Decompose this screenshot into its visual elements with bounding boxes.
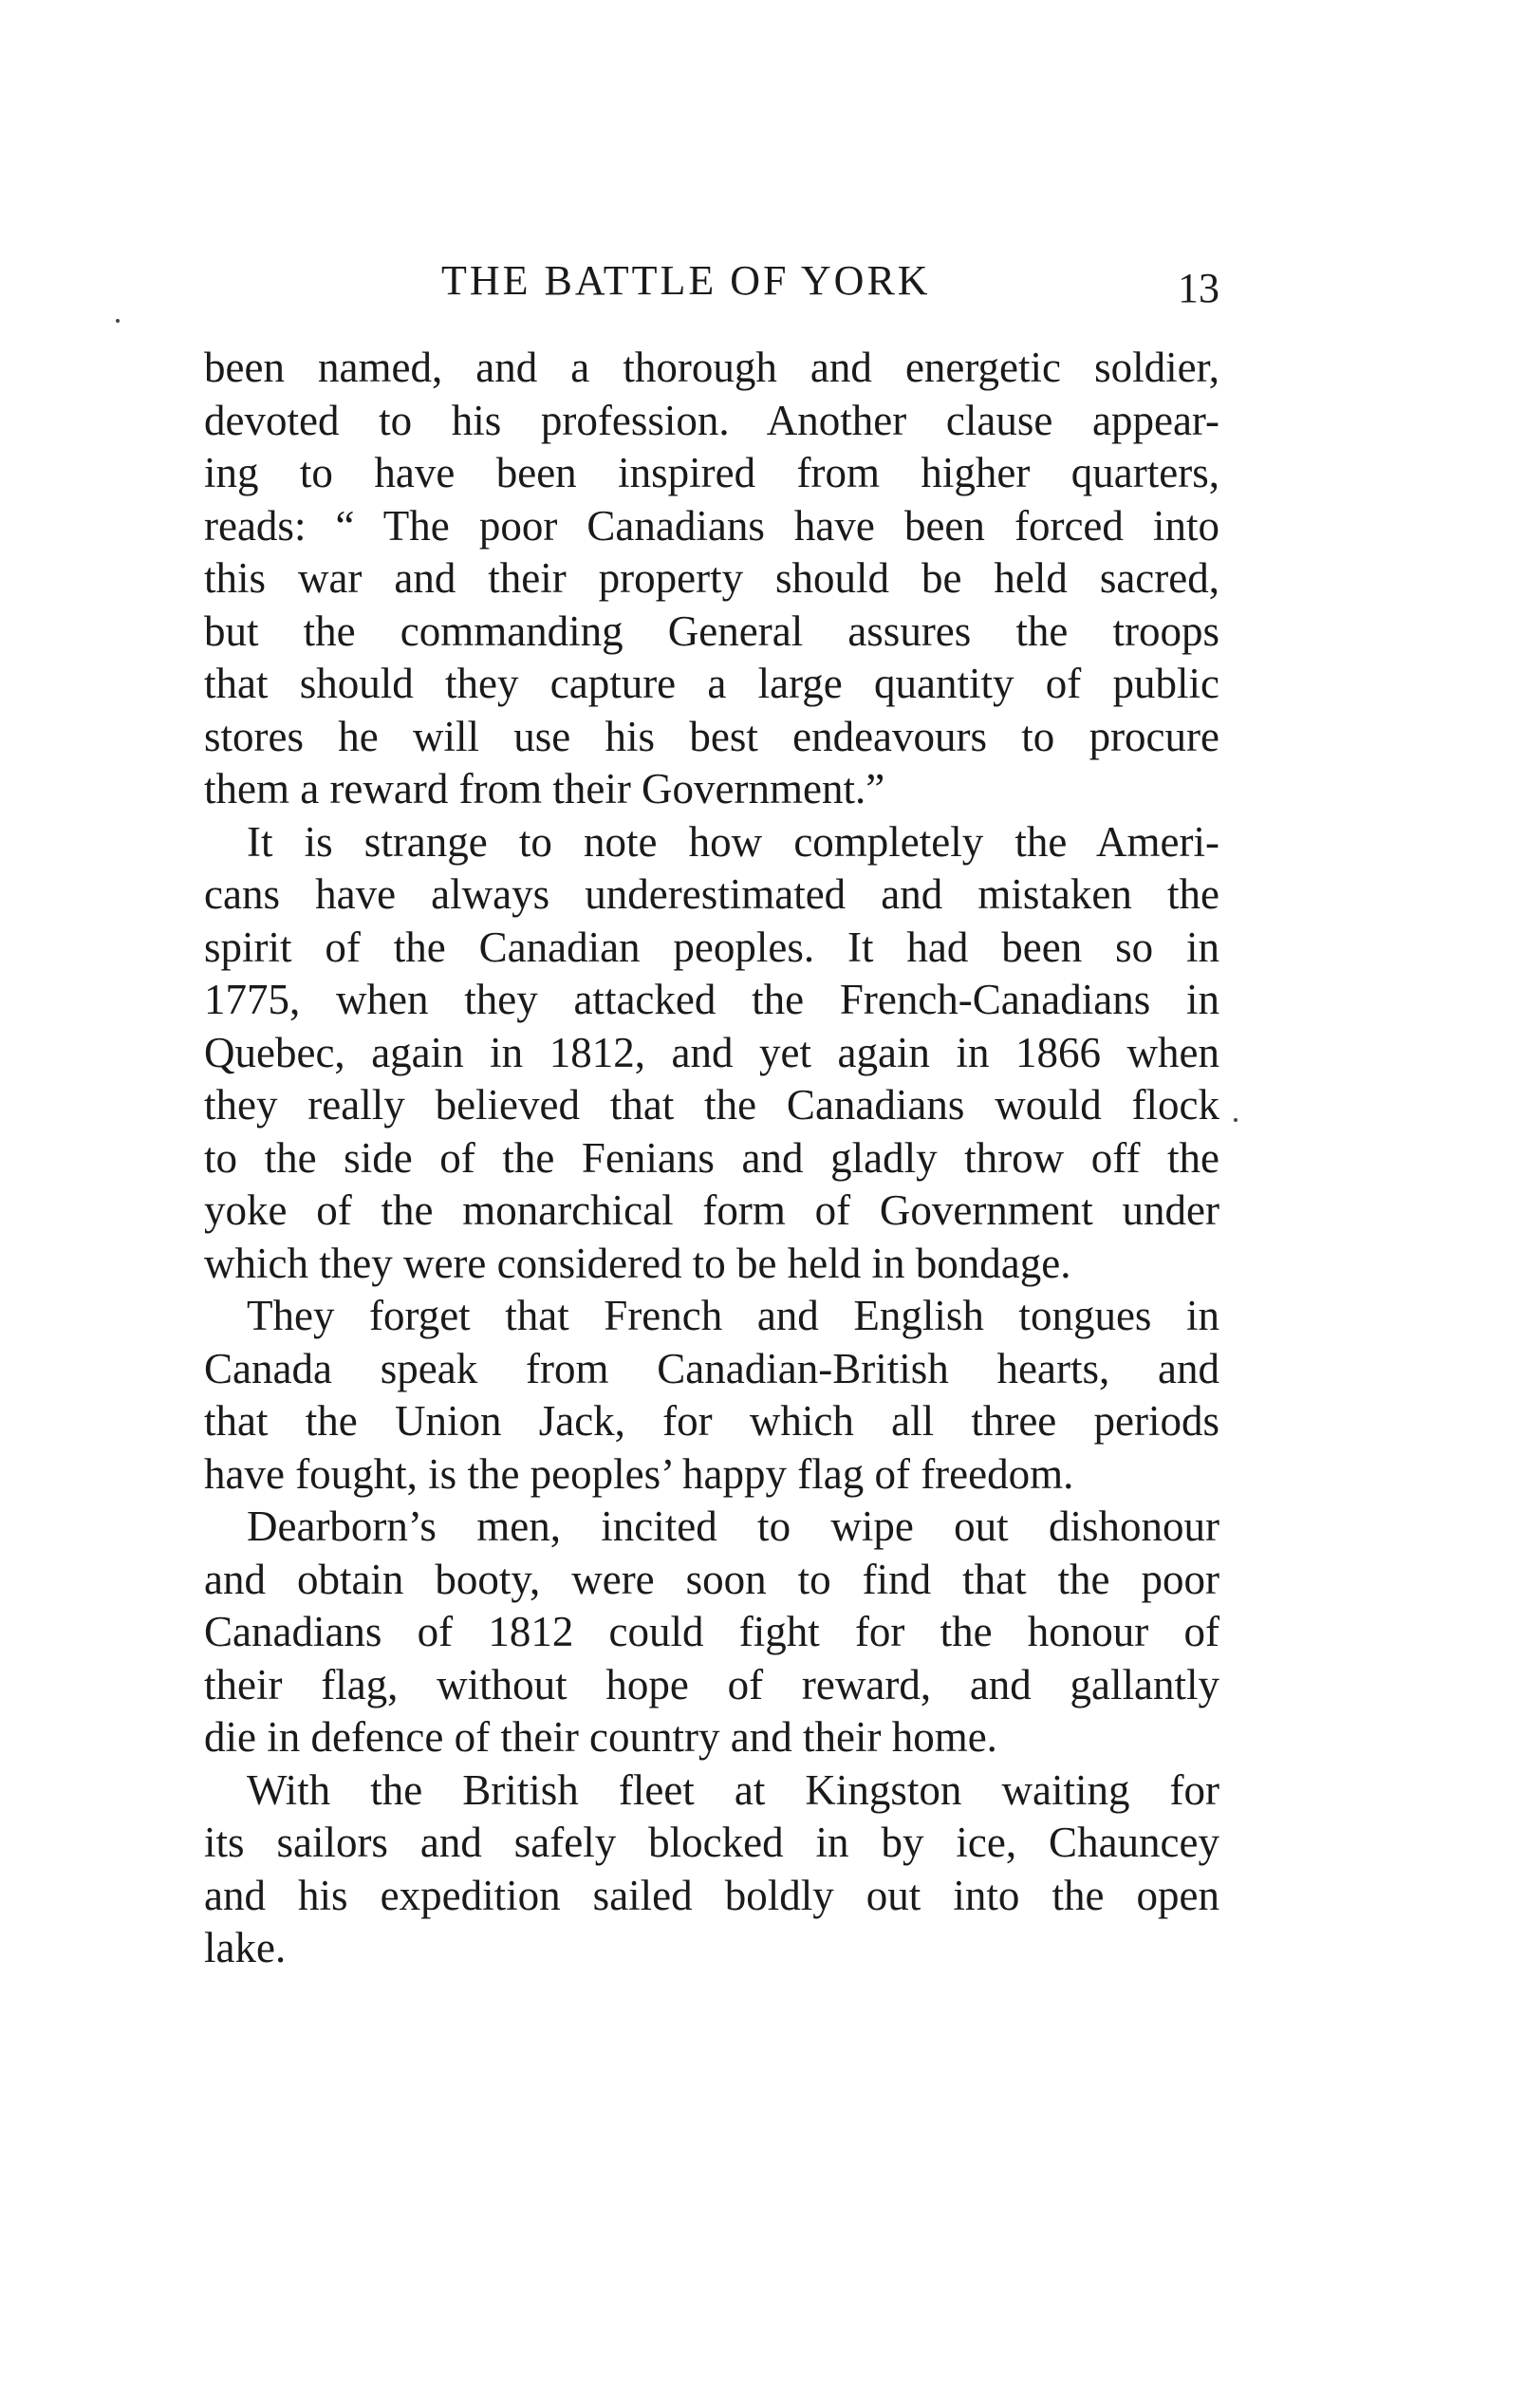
paragraph <box>204 1290 1219 1501</box>
text-line: but the commanding General assures the troops <box>204 607 1219 655</box>
text-line: lake. <box>204 1924 287 1971</box>
text-line: Dearborn’s men, incited to wipe out dishonour <box>247 1503 1219 1550</box>
text-line: Canada speak from Canadian-British hearts, and <box>204 1344 1219 1392</box>
text-line: die in defence of their country and their home. <box>204 1713 997 1761</box>
text-line: its sailors and safely blocked in by ice, Chauncey <box>204 1819 1219 1866</box>
scan-speck <box>116 319 120 323</box>
body-text <box>204 342 1219 1975</box>
text-line: cans have always underestimated and mistaken the <box>204 870 1219 918</box>
running-title: THE BATTLE OF YORK <box>441 257 931 304</box>
text-line: devoted to his profession. Another clause appear- <box>204 396 1219 444</box>
text-line: to the side of the Fenians and gladly throw off the <box>204 1133 1219 1182</box>
text-line: It is strange to note how completely the Ameri- <box>247 817 1219 866</box>
text-line: stores he will use his best endeavours to procure <box>204 712 1219 760</box>
text-line: ing to have been inspired from higher quarters, <box>204 449 1219 496</box>
text-line: them a reward from their Government.” <box>204 765 885 812</box>
text-line: yoke of the monarchical form of Government under <box>204 1186 1219 1234</box>
paragraph <box>204 1764 1219 1975</box>
text-line: Quebec, again in 1812, and yet again in 1866 when <box>204 1028 1219 1076</box>
text-line: and obtain booty, were soon to find that the poor <box>204 1555 1219 1603</box>
text-line: spirit of the Canadian peoples. It had been so in <box>204 923 1219 971</box>
text-line: and his expedition sailed boldly out into the open <box>204 1871 1219 1919</box>
text-line: this war and their property should be held sacred, <box>204 554 1219 602</box>
scan-speck <box>1234 1118 1238 1122</box>
text-line: reads: “ The poor Canadians have been forced into <box>204 501 1219 550</box>
page-number: 13 <box>1178 265 1219 311</box>
running-head <box>199 256 1219 323</box>
text-line: 1775, when they attacked the French-Canadians in <box>204 976 1219 1023</box>
text-line: that should they capture a large quantity of public <box>204 660 1219 707</box>
text-line: their flag, without hope of reward, and gallantly <box>204 1660 1219 1708</box>
paragraph <box>204 342 1219 816</box>
text-line: With the British fleet at Kingston waiting for <box>247 1765 1219 1814</box>
text-line: that the Union Jack, for which all three periods <box>204 1397 1219 1445</box>
text-line: Canadians of 1812 could fight for the honour of <box>204 1608 1219 1655</box>
paragraph <box>204 1501 1219 1764</box>
text-line: They forget that French and English tongues in <box>247 1292 1219 1339</box>
paragraph <box>204 816 1219 1291</box>
text-line: which they were considered to be held in bondage. <box>204 1239 1071 1287</box>
text-line: been named, and a thorough and energetic soldier, <box>204 344 1219 391</box>
text-line: have fought, is the peoples’ happy flag of freedom. <box>204 1449 1074 1498</box>
text-line: they really believed that the Canadians would flock <box>204 1081 1219 1129</box>
